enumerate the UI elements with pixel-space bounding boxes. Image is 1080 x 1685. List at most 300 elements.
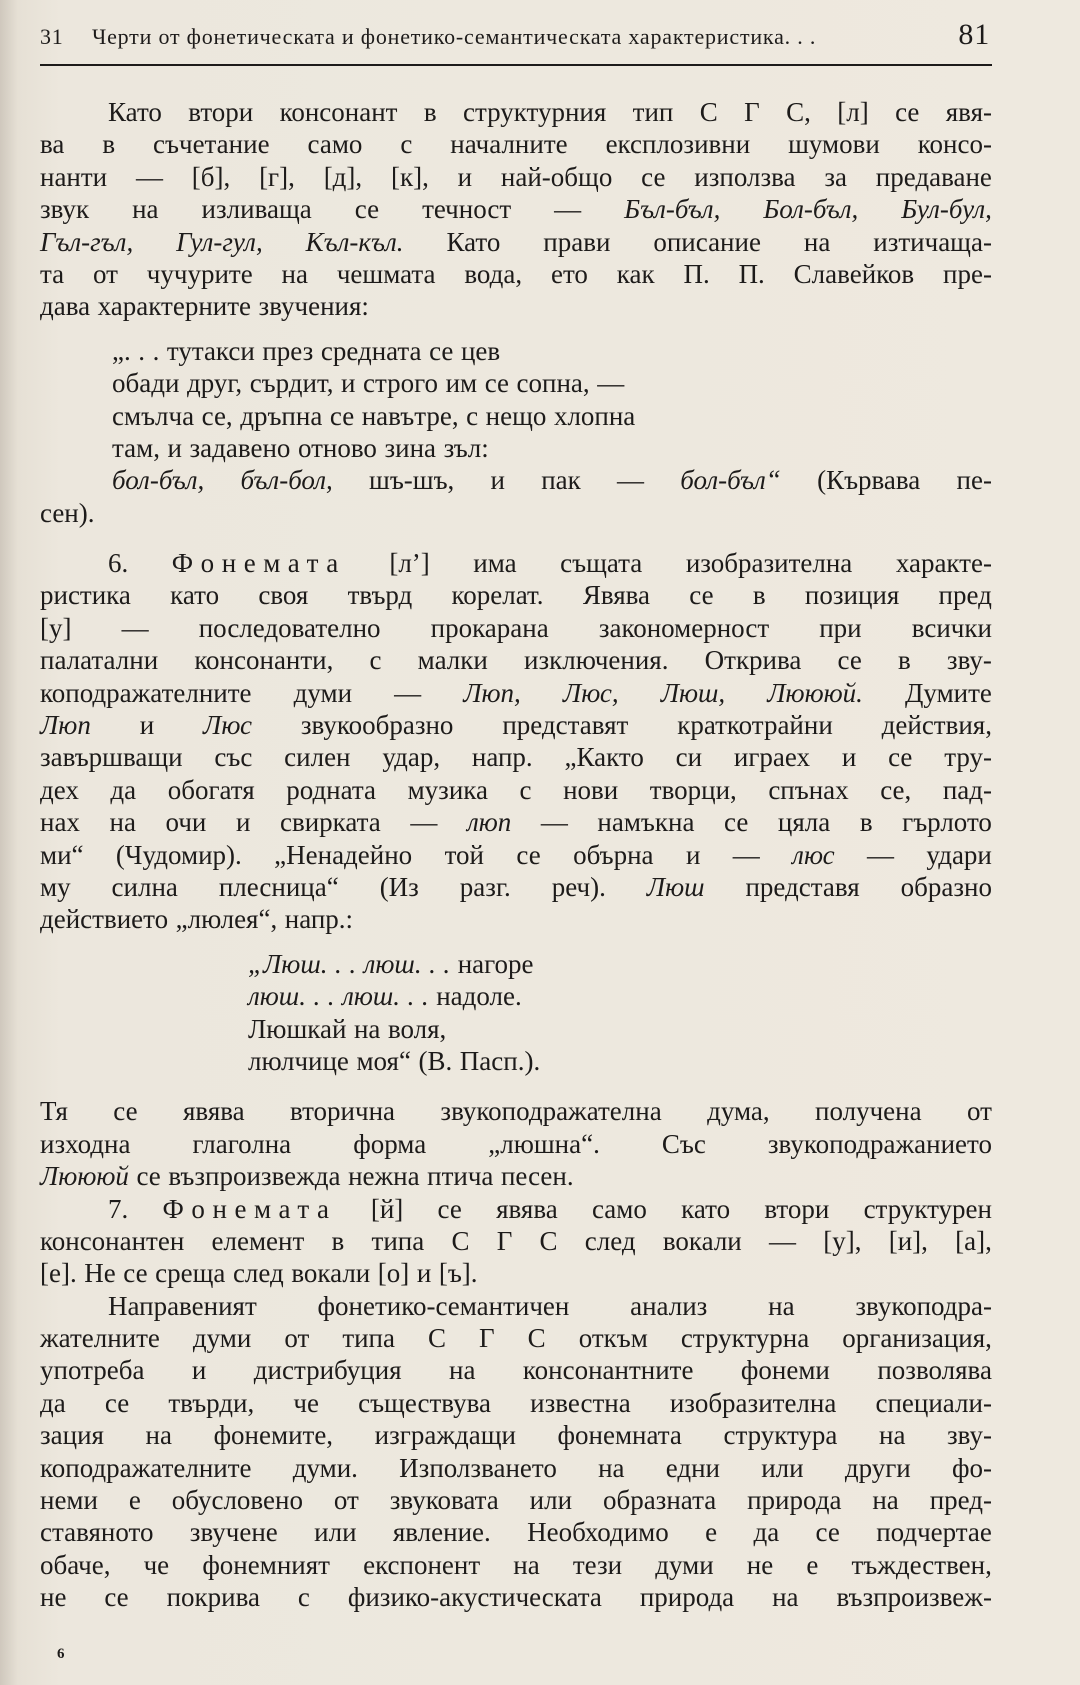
text-line — [40, 741, 992, 773]
text-line — [40, 806, 992, 838]
word: [а], — [955, 1225, 992, 1256]
word: консо- — [917, 129, 992, 160]
word: . — [327, 981, 335, 1012]
word: неми — [40, 1485, 98, 1516]
signature-mark: 6 — [57, 1646, 65, 1662]
word: люш. — [248, 981, 306, 1012]
word: Използването — [399, 1452, 557, 1483]
word: смълча — [112, 400, 195, 431]
word: Люс — [203, 710, 252, 741]
word: структура — [723, 1420, 838, 1451]
word: консонанти, — [194, 645, 334, 676]
word: Като — [108, 97, 162, 127]
word: песен. — [500, 1161, 574, 1192]
text-line — [40, 579, 992, 611]
word: вторична — [290, 1096, 396, 1127]
word: люп — [466, 807, 512, 838]
word: . — [429, 948, 436, 979]
word: обусловено — [171, 1485, 303, 1516]
word: вода, — [464, 258, 523, 289]
word: пе- — [956, 465, 992, 496]
word: вокали — [662, 1225, 742, 1256]
word: дума, — [707, 1096, 770, 1127]
word: силен — [284, 742, 351, 773]
word: си — [675, 742, 703, 773]
word: Славейков — [793, 258, 915, 289]
word: изключения. — [524, 645, 669, 676]
text-line — [40, 677, 992, 709]
word: с — [400, 129, 413, 160]
word: се — [104, 1387, 130, 1418]
text-line — [40, 497, 992, 529]
word: . — [443, 948, 451, 979]
word: се — [689, 580, 714, 611]
word: фонеми — [740, 1355, 830, 1386]
word: силна — [111, 871, 178, 902]
word: обърна — [573, 839, 654, 870]
word: (Из — [379, 871, 419, 902]
word: на — [803, 226, 831, 257]
word: звуковата — [389, 1485, 499, 1516]
word: свирката — [279, 807, 381, 838]
word: характерните — [97, 291, 251, 322]
word: — — [135, 161, 163, 192]
word: сен). — [40, 497, 95, 528]
running-header — [40, 18, 990, 56]
word: бол-бъл, — [112, 465, 205, 496]
word: на — [353, 1013, 381, 1044]
text-line — [40, 400, 992, 432]
word: действието — [40, 904, 169, 935]
text-line — [40, 1290, 992, 1322]
word: бъл-бол, — [240, 465, 333, 496]
word: фонемната — [557, 1420, 682, 1451]
word: [е]. — [40, 1258, 77, 1289]
word: изтичаща- — [873, 226, 992, 257]
word: палатални — [40, 645, 159, 676]
word: . — [152, 335, 160, 366]
word: на — [872, 1485, 899, 1516]
text-line — [40, 226, 992, 258]
word: напр. — [471, 742, 533, 773]
text-line — [40, 128, 992, 160]
word: 6. — [108, 548, 129, 579]
word: тези — [572, 1549, 623, 1580]
word: Бол-бъл, — [763, 194, 859, 225]
word: надоле. — [436, 981, 522, 1012]
word: се — [888, 742, 913, 773]
word: структурния — [462, 97, 607, 127]
word: зация — [40, 1420, 104, 1451]
word: шумови — [788, 129, 880, 160]
word: — — [867, 839, 895, 870]
word: възпроизвежда — [168, 1161, 341, 1192]
word: други — [844, 1452, 911, 1483]
word: обогатя — [167, 774, 255, 805]
text-line — [40, 1013, 992, 1045]
text-line — [40, 903, 992, 935]
word: нах — [40, 807, 80, 838]
word: Направеният — [108, 1290, 257, 1321]
word: — — [554, 194, 582, 225]
word: явление. — [392, 1517, 491, 1548]
word: очи — [165, 807, 207, 838]
word: пак — [541, 465, 581, 496]
word: и — [457, 161, 473, 192]
word: ето — [550, 258, 588, 289]
text-line — [40, 644, 992, 676]
word: с — [466, 400, 479, 431]
word: се, — [201, 400, 233, 431]
word: нагоре — [457, 948, 534, 979]
word: позволява — [877, 1355, 992, 1386]
word: плесница“ — [218, 871, 339, 902]
word: — — [617, 465, 645, 496]
page-number: 81 — [958, 18, 990, 51]
text-line — [40, 1322, 992, 1354]
word: на — [879, 1420, 906, 1451]
word: С — [428, 1323, 447, 1354]
word: на — [513, 1549, 540, 1580]
word: действия, — [881, 710, 992, 741]
word: звучения: — [258, 291, 369, 322]
word: елемент — [211, 1225, 305, 1256]
word: природа — [747, 1485, 842, 1516]
word: среща — [155, 1258, 226, 1289]
word: фо- — [951, 1452, 992, 1483]
word: нежна — [348, 1161, 420, 1192]
word: [ъ]. — [438, 1258, 478, 1289]
word: от — [967, 1096, 992, 1127]
text-line — [40, 612, 992, 644]
word: със — [214, 742, 253, 773]
word: се — [136, 1161, 161, 1192]
word: зву- — [947, 1420, 992, 1451]
word: друг, — [186, 368, 243, 399]
word: твърди, — [168, 1387, 255, 1418]
word: Не — [84, 1258, 116, 1289]
word: ставяното — [40, 1517, 154, 1548]
word: Думите — [905, 677, 992, 708]
word: и — [235, 807, 251, 838]
word: „люлея“, — [175, 904, 278, 935]
word: фонемите, — [213, 1420, 334, 1451]
word: за — [824, 161, 847, 192]
word: представят — [502, 710, 629, 741]
word: — — [540, 807, 568, 838]
word: завършващи — [40, 742, 183, 773]
word: втори — [188, 97, 254, 127]
word: в — [898, 645, 911, 676]
word: Фонемата — [171, 548, 346, 579]
text-line — [40, 1354, 992, 1386]
word: и — [841, 742, 857, 773]
word: (Кървава — [817, 465, 921, 496]
word: след — [232, 1258, 284, 1289]
word: (В. — [418, 1045, 453, 1076]
word: птича — [427, 1161, 494, 1192]
paragraph-gap — [40, 936, 992, 948]
word: звукоподражателна — [440, 1096, 662, 1127]
word: цев — [460, 335, 501, 366]
word: е — [705, 1517, 718, 1548]
word: Люююй. — [767, 677, 863, 708]
word: дава — [40, 291, 91, 322]
word: структурна — [680, 1323, 810, 1354]
word: му — [40, 871, 71, 902]
text-line — [40, 1516, 992, 1548]
word: зъл: — [443, 432, 489, 463]
word: на — [449, 1355, 476, 1386]
word: форма — [353, 1128, 427, 1159]
word: С — [699, 97, 718, 127]
word: се, — [880, 774, 912, 805]
word: — — [394, 677, 422, 708]
word: С — [539, 1225, 558, 1256]
word: и — [490, 465, 505, 496]
text-line — [40, 948, 992, 980]
word: [б], — [191, 161, 231, 192]
word: на — [768, 1290, 795, 1321]
word: се — [104, 1582, 129, 1613]
word: се — [113, 1096, 138, 1127]
word: и — [191, 1355, 207, 1386]
word: физико-акустическата — [347, 1582, 602, 1613]
word: се — [123, 1258, 148, 1289]
word: — — [769, 1225, 796, 1256]
word: напр.: — [284, 904, 354, 935]
word: Люс, — [562, 677, 619, 708]
word: люш. — [342, 981, 401, 1012]
word: в — [423, 97, 437, 127]
word: прави — [543, 226, 611, 257]
word: разг. — [459, 871, 511, 902]
word: коподражателните — [40, 1452, 252, 1483]
word: пре- — [943, 258, 992, 289]
word: образно — [900, 871, 992, 902]
text-line — [40, 871, 992, 903]
word: дръпна — [240, 400, 323, 431]
paragraph-gap — [40, 529, 992, 547]
text-line — [40, 839, 992, 871]
word: „Както — [564, 742, 644, 773]
word: звучене — [189, 1517, 278, 1548]
word: — — [410, 807, 438, 838]
word: тъждествен, — [851, 1549, 992, 1580]
word: цяла — [777, 807, 831, 838]
text-line — [40, 290, 992, 322]
running-title: Черти от фонетическата и фонетико-семантическата характеристика. . . — [92, 24, 817, 49]
word: позиция — [804, 580, 900, 611]
word: звукообразно — [300, 710, 454, 741]
word: зина — [384, 432, 437, 463]
word: — — [121, 612, 149, 643]
word: пред — [938, 580, 992, 611]
word: люс — [792, 839, 835, 870]
word: предаване — [875, 161, 992, 192]
word: след — [584, 1225, 636, 1256]
word: на — [772, 1582, 799, 1613]
text-line — [40, 1257, 992, 1289]
text-line — [40, 1225, 992, 1257]
word: пред- — [929, 1485, 992, 1516]
word: П. — [738, 258, 765, 289]
word: Открива — [704, 645, 802, 676]
word: последователно — [198, 612, 381, 643]
word: има — [473, 548, 517, 579]
word: реч). — [551, 871, 606, 902]
word: се — [437, 1193, 462, 1224]
text-line — [40, 432, 992, 464]
word: при — [819, 612, 862, 643]
word: всички — [911, 612, 992, 643]
word: не — [746, 1549, 774, 1580]
text-line — [40, 1419, 992, 1451]
word: — — [732, 839, 760, 870]
word: или — [314, 1517, 357, 1548]
word: играех — [733, 742, 811, 773]
word: малки — [417, 645, 488, 676]
word: „Люш. — [248, 948, 328, 979]
word: сопна, — [516, 368, 590, 399]
word: специали- — [875, 1387, 992, 1418]
word: чешмата — [336, 258, 436, 289]
word: дистрибуция — [253, 1355, 402, 1386]
word: „. — [112, 335, 131, 366]
word: П. — [683, 258, 710, 289]
word: средната — [320, 335, 422, 366]
word: строго — [363, 368, 439, 399]
word: . — [138, 335, 146, 366]
text-line — [40, 1484, 992, 1516]
word: явя- — [945, 97, 992, 127]
word: с — [297, 1582, 310, 1613]
word: та — [40, 258, 65, 289]
word: ристика — [40, 580, 131, 611]
word: експлозивни — [605, 129, 751, 160]
word: . — [421, 981, 429, 1012]
word: . — [349, 948, 357, 979]
word: не — [40, 1582, 67, 1613]
word: зву- — [946, 645, 992, 676]
word: организация, — [842, 1323, 992, 1354]
word: от — [284, 1323, 310, 1354]
word: подчертае — [876, 1517, 992, 1548]
text-line — [40, 1128, 992, 1160]
header-rule — [40, 64, 992, 66]
word: задавено — [189, 432, 291, 463]
word: изходна — [40, 1128, 131, 1159]
word: фонетико-семантичен — [317, 1290, 570, 1321]
word: гърлото — [902, 807, 992, 838]
word: [у], — [823, 1225, 862, 1256]
word: в — [752, 580, 766, 611]
word: С — [451, 1225, 470, 1256]
word: от — [92, 258, 118, 289]
word: в — [859, 807, 873, 838]
word: звукоподра- — [855, 1290, 992, 1321]
text-line — [40, 547, 992, 579]
word: съществува — [358, 1387, 491, 1418]
text-line — [40, 1387, 992, 1419]
text-line — [40, 774, 992, 806]
word: (Чудомир). — [115, 839, 242, 870]
word: корелат. — [451, 580, 544, 611]
word: същата — [560, 548, 643, 579]
word: и — [139, 710, 155, 741]
word: да — [110, 774, 137, 805]
word: моя“ — [356, 1045, 411, 1076]
word: Люш — [646, 871, 705, 902]
word: е — [128, 1485, 141, 1516]
text-line — [40, 161, 992, 193]
word: ва — [40, 129, 65, 160]
text-line — [40, 367, 992, 399]
word: коподражателните — [40, 677, 252, 708]
word: родната — [286, 774, 377, 805]
word: тру- — [944, 742, 992, 773]
word: Люшкай — [248, 1013, 347, 1044]
word: тутакси — [166, 335, 255, 366]
word: [и], — [888, 1225, 928, 1256]
text-line — [40, 709, 992, 741]
word: нанти — [40, 161, 108, 192]
word: [й] — [370, 1193, 404, 1224]
word: закономерност — [598, 612, 770, 643]
word: фонемният — [202, 1549, 330, 1580]
word: удари — [926, 839, 992, 870]
word: [у] — [40, 612, 72, 643]
word: спънах — [768, 774, 849, 805]
text-line — [40, 1581, 992, 1613]
word: краткотрайни — [677, 710, 833, 741]
word: думи — [192, 1323, 252, 1354]
word: Бул-бул, — [901, 194, 992, 225]
word: Г — [744, 97, 760, 127]
word: как — [616, 258, 655, 289]
word: изобразителна — [669, 1387, 837, 1418]
text-line — [40, 1095, 992, 1127]
word: дех — [40, 774, 79, 805]
word: Пасп.). — [459, 1045, 541, 1076]
word: звук — [40, 194, 90, 225]
body-text — [40, 96, 992, 1614]
word: чучурите — [146, 258, 253, 289]
word: само — [591, 1193, 647, 1224]
word: обаче, — [40, 1549, 111, 1580]
word: Със — [661, 1128, 706, 1159]
word: творци, — [649, 774, 737, 805]
text-line — [40, 980, 992, 1012]
word: описание — [653, 226, 761, 257]
word: се — [895, 97, 920, 127]
word: Необходимо — [527, 1517, 669, 1548]
word: на — [132, 194, 159, 225]
word: нещо — [485, 400, 547, 431]
word: С — [527, 1323, 546, 1354]
word: „Ненадейно — [274, 839, 413, 870]
word: се — [641, 161, 666, 192]
chapter-number: 31 — [40, 24, 64, 49]
word: пад- — [942, 774, 992, 805]
word: да — [753, 1517, 780, 1548]
word: люлчице — [248, 1045, 349, 1076]
text-line — [40, 193, 992, 225]
word: на — [109, 807, 136, 838]
word: образната — [602, 1485, 717, 1516]
word: в — [331, 1225, 345, 1256]
word: звукоподражанието — [767, 1128, 992, 1159]
